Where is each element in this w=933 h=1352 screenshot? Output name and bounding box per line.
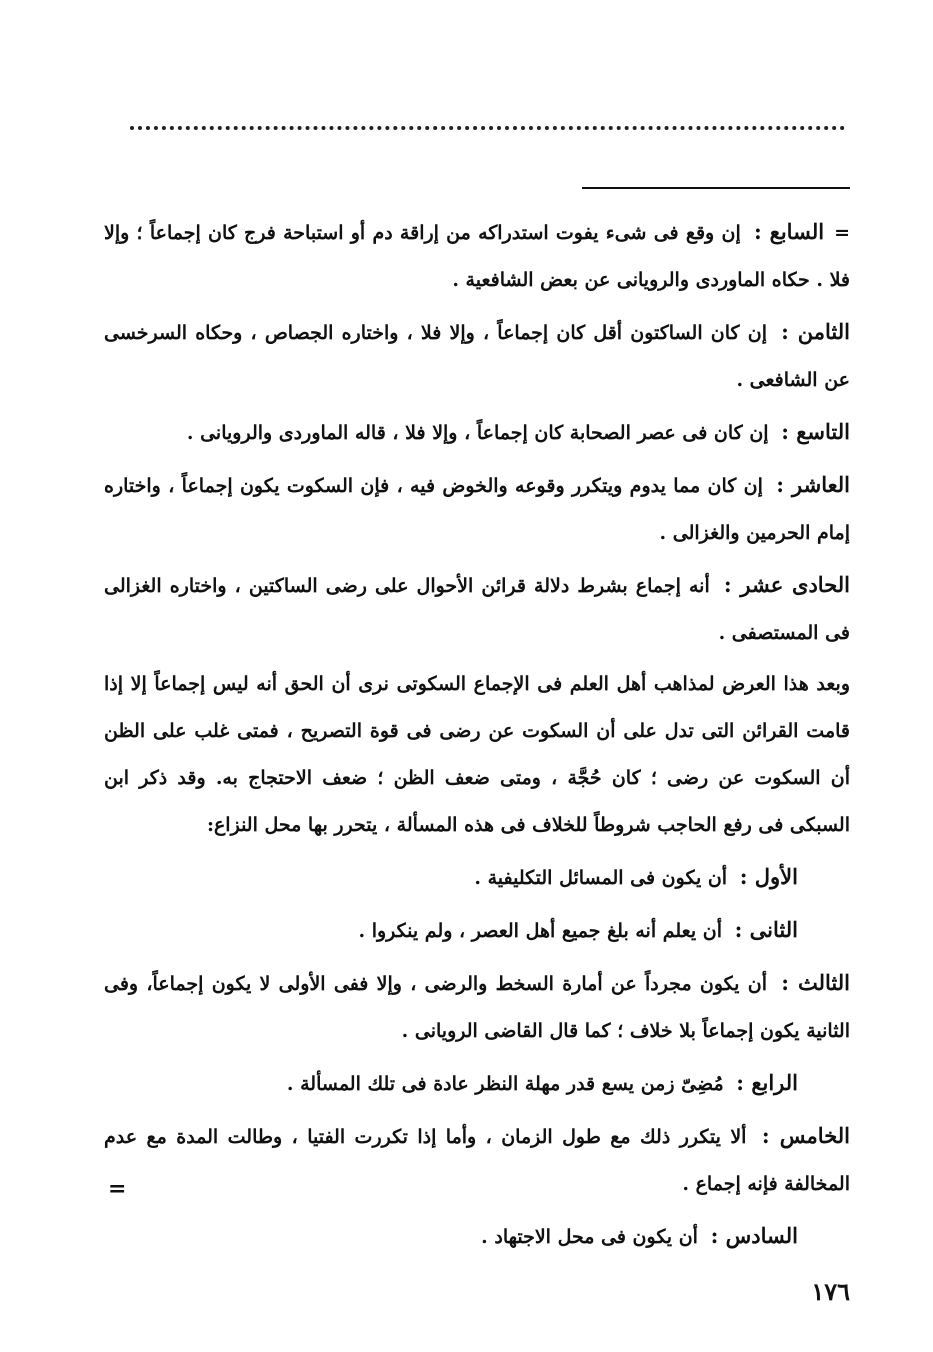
- item-tenth: [104, 461, 850, 557]
- page-number: ١٧٦: [811, 1277, 850, 1306]
- item-term: الحادى عشر :: [723, 572, 850, 597]
- discussion-paragraph: [104, 661, 850, 849]
- condition-term: الخامس :: [761, 1123, 850, 1148]
- condition-term: السادس :: [710, 1223, 798, 1248]
- item-ninth: [104, 408, 850, 457]
- footnote-rule: [582, 187, 850, 189]
- item-term: التاسع :: [781, 419, 850, 444]
- item-term: السابع :: [753, 219, 825, 244]
- condition-term: الأول :: [739, 864, 798, 889]
- condition-text: أن يكون فى المسائل التكليفية .: [474, 867, 728, 889]
- continuation-mark-bottom: =: [108, 1176, 127, 1202]
- condition-text: أن يكون فى محل الاجتهاد .: [481, 1226, 698, 1248]
- item-text: أنه إجماع بشرط دلالة قرائن الأحوال على رضى الساكتين ، واختاره الغزالى فى المستصفى .: [104, 575, 850, 644]
- item-seventh: [104, 208, 850, 304]
- condition-text: أن يعلم أنه بلغ جميع أهل العصر ، ولم ينكروا .: [358, 920, 722, 942]
- condition-fourth: [104, 1059, 850, 1108]
- condition-first: [104, 853, 850, 902]
- condition-text: أن يكون مجرداً عن أمارة السخط والرضى ، وإلا ففى الأولى لا يكون إجماعاً، وفى الثانية يكون إجماعاً بلا خلاف ؛ كما قال القاضى الرويانى .: [104, 973, 850, 1042]
- item-text: إن كان الساكتون أقل كان إجماعاً ، وإلا فلا ، واختاره الجصاص ، وحكاه السرخسى عن الشافعى .: [104, 322, 850, 391]
- condition-term: الثانى :: [734, 917, 798, 942]
- item-text: إن وقع فى شىء يفوت استدراكه من إراقة دم أو استباحة فرج كان إجماعاً ؛ وإلا فلا . حكاه الماوردى والرويانى عن بعض الشافعية .: [104, 222, 850, 291]
- condition-sixth: [104, 1212, 850, 1261]
- page-body: [104, 208, 850, 1265]
- item-text: إن كان مما يدوم ويتكرر وقوعه والخوض فيه ، فإن السكوت يكون إجماعاً ، واختاره إمام الحرمين والغزالى .: [104, 475, 850, 544]
- condition-third: [104, 959, 850, 1055]
- dotted-separator: [130, 126, 845, 130]
- condition-term: الثالث :: [781, 970, 850, 995]
- condition-text: مُضِىّ زمن يسع قدر مهلة النظر عادة فى تلك المسألة .: [286, 1073, 724, 1095]
- item-term: الثامن :: [781, 319, 850, 344]
- condition-text: ألا يتكرر ذلك مع طول الزمان ، وأما إذا تكررت الفتيا ، وطالت المدة مع عدم المخالفة فإنه إجماع .: [104, 1126, 850, 1195]
- discussion-text: وبعد هذا العرض لمذاهب أهل العلم فى الإجماع السكوتى نرى أن الحق أنه ليس إجماعاً إلا إذا قامت القرائن التى تدل على أن السكوت عن رضى فى قوة التصريح ، فمتى غلب على الظن أن السكوت عن رضى ؛ كان حُجَّة ، ومتى ضعف الظن ؛ ضعف الاحتجاج به. وقد ذكر ابن السبكى فى رفع الحاجب شروطاً للخلاف فى هذه المسألة ، يتحرر بها محل النزاع:: [104, 673, 850, 836]
- item-eighth: [104, 308, 850, 404]
- item-eleventh: [104, 561, 850, 657]
- condition-second: [104, 906, 850, 955]
- item-term: العاشر :: [776, 472, 850, 497]
- item-text: إن كان فى عصر الصحابة كان إجماعاً ، وإلا فلا ، قاله الماوردى والرويانى .: [186, 422, 769, 444]
- condition-term: الرابع :: [736, 1070, 798, 1095]
- continuation-mark-top: =: [834, 222, 850, 244]
- condition-fifth: [104, 1112, 850, 1208]
